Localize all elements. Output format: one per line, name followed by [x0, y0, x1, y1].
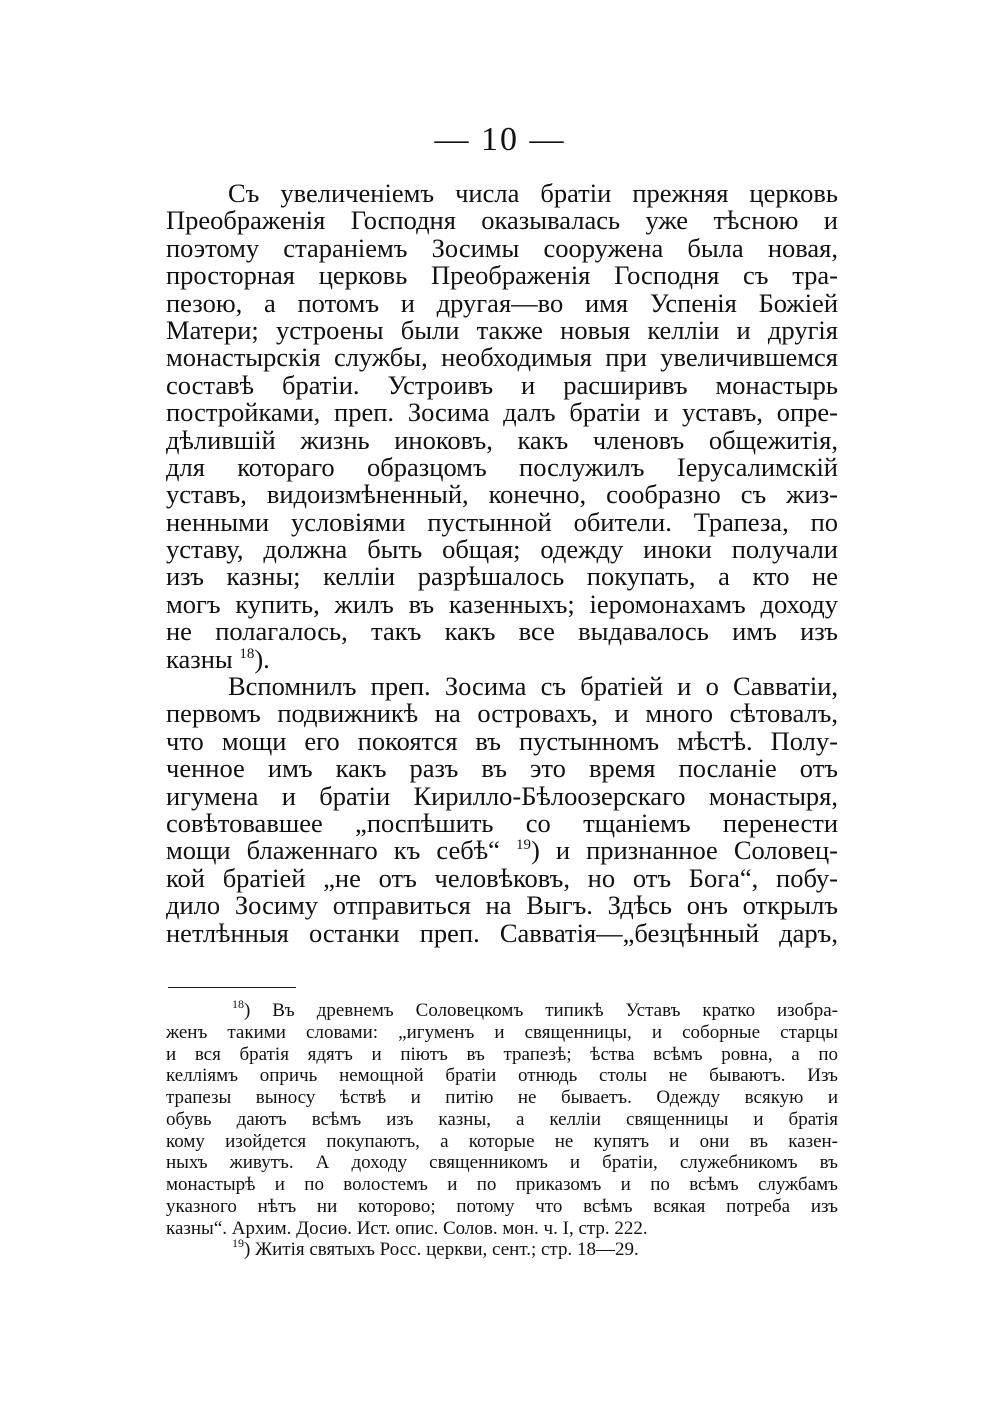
line-text: поэтому стараніемъ Зосимы сооружена была новая, [166, 232, 838, 263]
text-line [166, 837, 838, 864]
text-line [166, 207, 838, 234]
text-line [166, 232, 838, 263]
text-line [166, 344, 838, 371]
line-text: первомъ подвижникѣ на островахъ, и много сѣтовалъ, [166, 698, 838, 729]
line-text: нетлѣнныя останки преп. Савватія—„безцѣнный даръ, [166, 917, 838, 948]
text-line [166, 643, 838, 674]
line-text: Съ увеличеніемъ числа братіи прежняя церковь [228, 178, 838, 208]
text-line [166, 618, 838, 645]
line-text: ченное имъ какъ разъ въ это время посланіе отъ [166, 753, 838, 784]
text-line [166, 180, 838, 207]
footnote-line [166, 1131, 838, 1153]
footnote-line [166, 1087, 838, 1109]
line-text: дѣлившій жизнь иноковъ, какъ членовъ общежитія, [166, 424, 838, 455]
line-text: Вспомнилъ преп. Зосима съ братіей и о Савватіи, [228, 671, 838, 702]
text-line [166, 917, 838, 948]
line-text: дило Зосиму отправиться на Выгъ. Здѣсь онъ открылъ [166, 890, 838, 921]
footnote-line [166, 1218, 838, 1240]
text-line [166, 588, 838, 619]
line-text: мощи блаженнаго къ себѣ“ [166, 835, 516, 866]
text-line [166, 506, 838, 537]
text-line [166, 287, 838, 318]
footnote-line [166, 997, 838, 1022]
footnote-line [166, 1022, 838, 1044]
line-text: обувь даютъ всѣмъ изъ казны, а келліи священницы и братія [166, 1108, 838, 1130]
line-text: женъ такими словами: „игуменъ и священницы, и соборные старцы [166, 1021, 838, 1043]
text-line [166, 862, 838, 893]
line-text: казны [166, 643, 240, 674]
line-text: трапезы выносу ѣствѣ и питію не бываетъ. Одежду всякую и [166, 1087, 838, 1108]
text-line [166, 369, 838, 400]
line-text-continued: ). [254, 643, 270, 674]
main-text [166, 180, 838, 947]
line-text: кому изойдется покупаютъ, а которые не купятъ и они въ казен- [166, 1130, 838, 1152]
line-text: не полагалось, такъ какъ все выдавалось имъ изъ [166, 616, 838, 647]
footnote-text: ) Въ древнемъ Соловецкомъ типикѣ Уставъ кратко изобра- [244, 1000, 838, 1021]
footnote-line [166, 1196, 838, 1218]
text-line [166, 755, 838, 782]
text-line [166, 892, 838, 919]
footnote-marker: 18 [232, 997, 244, 1011]
line-text: изъ казны; келліи разрѣшалось покупать, а кто не [166, 561, 838, 592]
footnote-line [166, 1236, 838, 1261]
footnote-line [166, 1109, 838, 1131]
text-line [166, 725, 838, 756]
footnote-line [166, 1152, 838, 1174]
text-line [166, 451, 838, 482]
footnote-reference: 19 [515, 837, 531, 854]
footnote-reference: 18 [239, 645, 255, 662]
line-text-continued: ) и признанное Соловец- [530, 835, 839, 866]
text-line [166, 807, 838, 838]
line-text: пезою, а потомъ и другая—во имя Успенія Божіей [166, 287, 838, 318]
line-text: и вся братія ядятъ и піютъ въ трапезѣ; ѣства всѣмъ ровна, а по [166, 1043, 838, 1065]
line-text: просторная церковь Преображенія Господня съ тра- [166, 260, 838, 291]
line-text: составѣ братіи. Устроивъ и расширивъ монастырь [166, 369, 838, 400]
line-text: Матери; устроены были также новыя келліи и другія [166, 314, 838, 345]
line-text: монастырѣ и по волостемъ и по приказомъ и по всѣмъ службамъ [166, 1174, 838, 1195]
line-text: игумена и братіи Кирилло-Бѣлоозерскаго монастыря, [166, 780, 838, 811]
line-text: могъ купить, жилъ въ казенныхъ; іеромонахамъ доходу [166, 588, 838, 619]
text-line [166, 262, 838, 289]
text-line [166, 399, 838, 426]
line-text: келліямъ опричь немощной братіи отнюдь столы не бываютъ. Изъ [166, 1065, 838, 1087]
text-line [166, 481, 838, 508]
footnote-separator [168, 987, 296, 988]
footnote-line [166, 1174, 838, 1196]
line-text: кой братіей „не отъ человѣковъ, но отъ Бога“, побу- [166, 862, 838, 893]
line-text: уставъ, видоизмѣненный, конечно, сообразно съ жиз- [166, 479, 838, 510]
line-text: казны“. Архим. Досиѳ. Ист. опис. Солов. мон. ч. I, стр. 222. [166, 1217, 648, 1239]
line-text: Преображенія Господня оказывалась уже тѣсною и [166, 205, 838, 236]
text-line [166, 780, 838, 811]
line-text: постройками, преп. Зосима далъ братіи и уставъ, опре- [166, 397, 838, 428]
text-line [166, 563, 838, 590]
line-text: монастырскія службы, необходимыя при увеличившемся [166, 342, 838, 373]
page-number: — 10 — [434, 121, 566, 158]
footnote-line [166, 1065, 838, 1087]
line-text: ненными условіями пустынной обители. Трапеза, по [166, 506, 838, 537]
text-line [166, 424, 838, 455]
line-text: что мощи его покоятся въ пустынномъ мѣстѣ. Полу- [166, 725, 838, 756]
text-line [166, 700, 838, 727]
line-text: ныхъ живутъ. А доходу священникомъ и братіи, служебникомъ въ [166, 1152, 838, 1174]
footnote-text: ) Житія святыхъ Росс. церкви, сент.; стр. 18—29. [244, 1239, 639, 1261]
line-text: совѣтовавшее „поспѣшить со тщаніемъ перенести [166, 807, 838, 838]
footnote-marker: 19 [232, 1236, 244, 1251]
line-text: указного нѣтъ ни которово; потому что всѣмъ всякая потреба изъ [166, 1195, 838, 1217]
text-line [166, 314, 838, 345]
footnotes [166, 997, 838, 1261]
footnote-line [166, 1044, 838, 1066]
text-line [166, 536, 838, 563]
text-line [166, 673, 838, 700]
line-text: уставу, должна быть общая; одежду иноки получали [166, 534, 838, 565]
line-text: для котораго образцомъ послужилъ Іерусалимскій [166, 451, 838, 482]
